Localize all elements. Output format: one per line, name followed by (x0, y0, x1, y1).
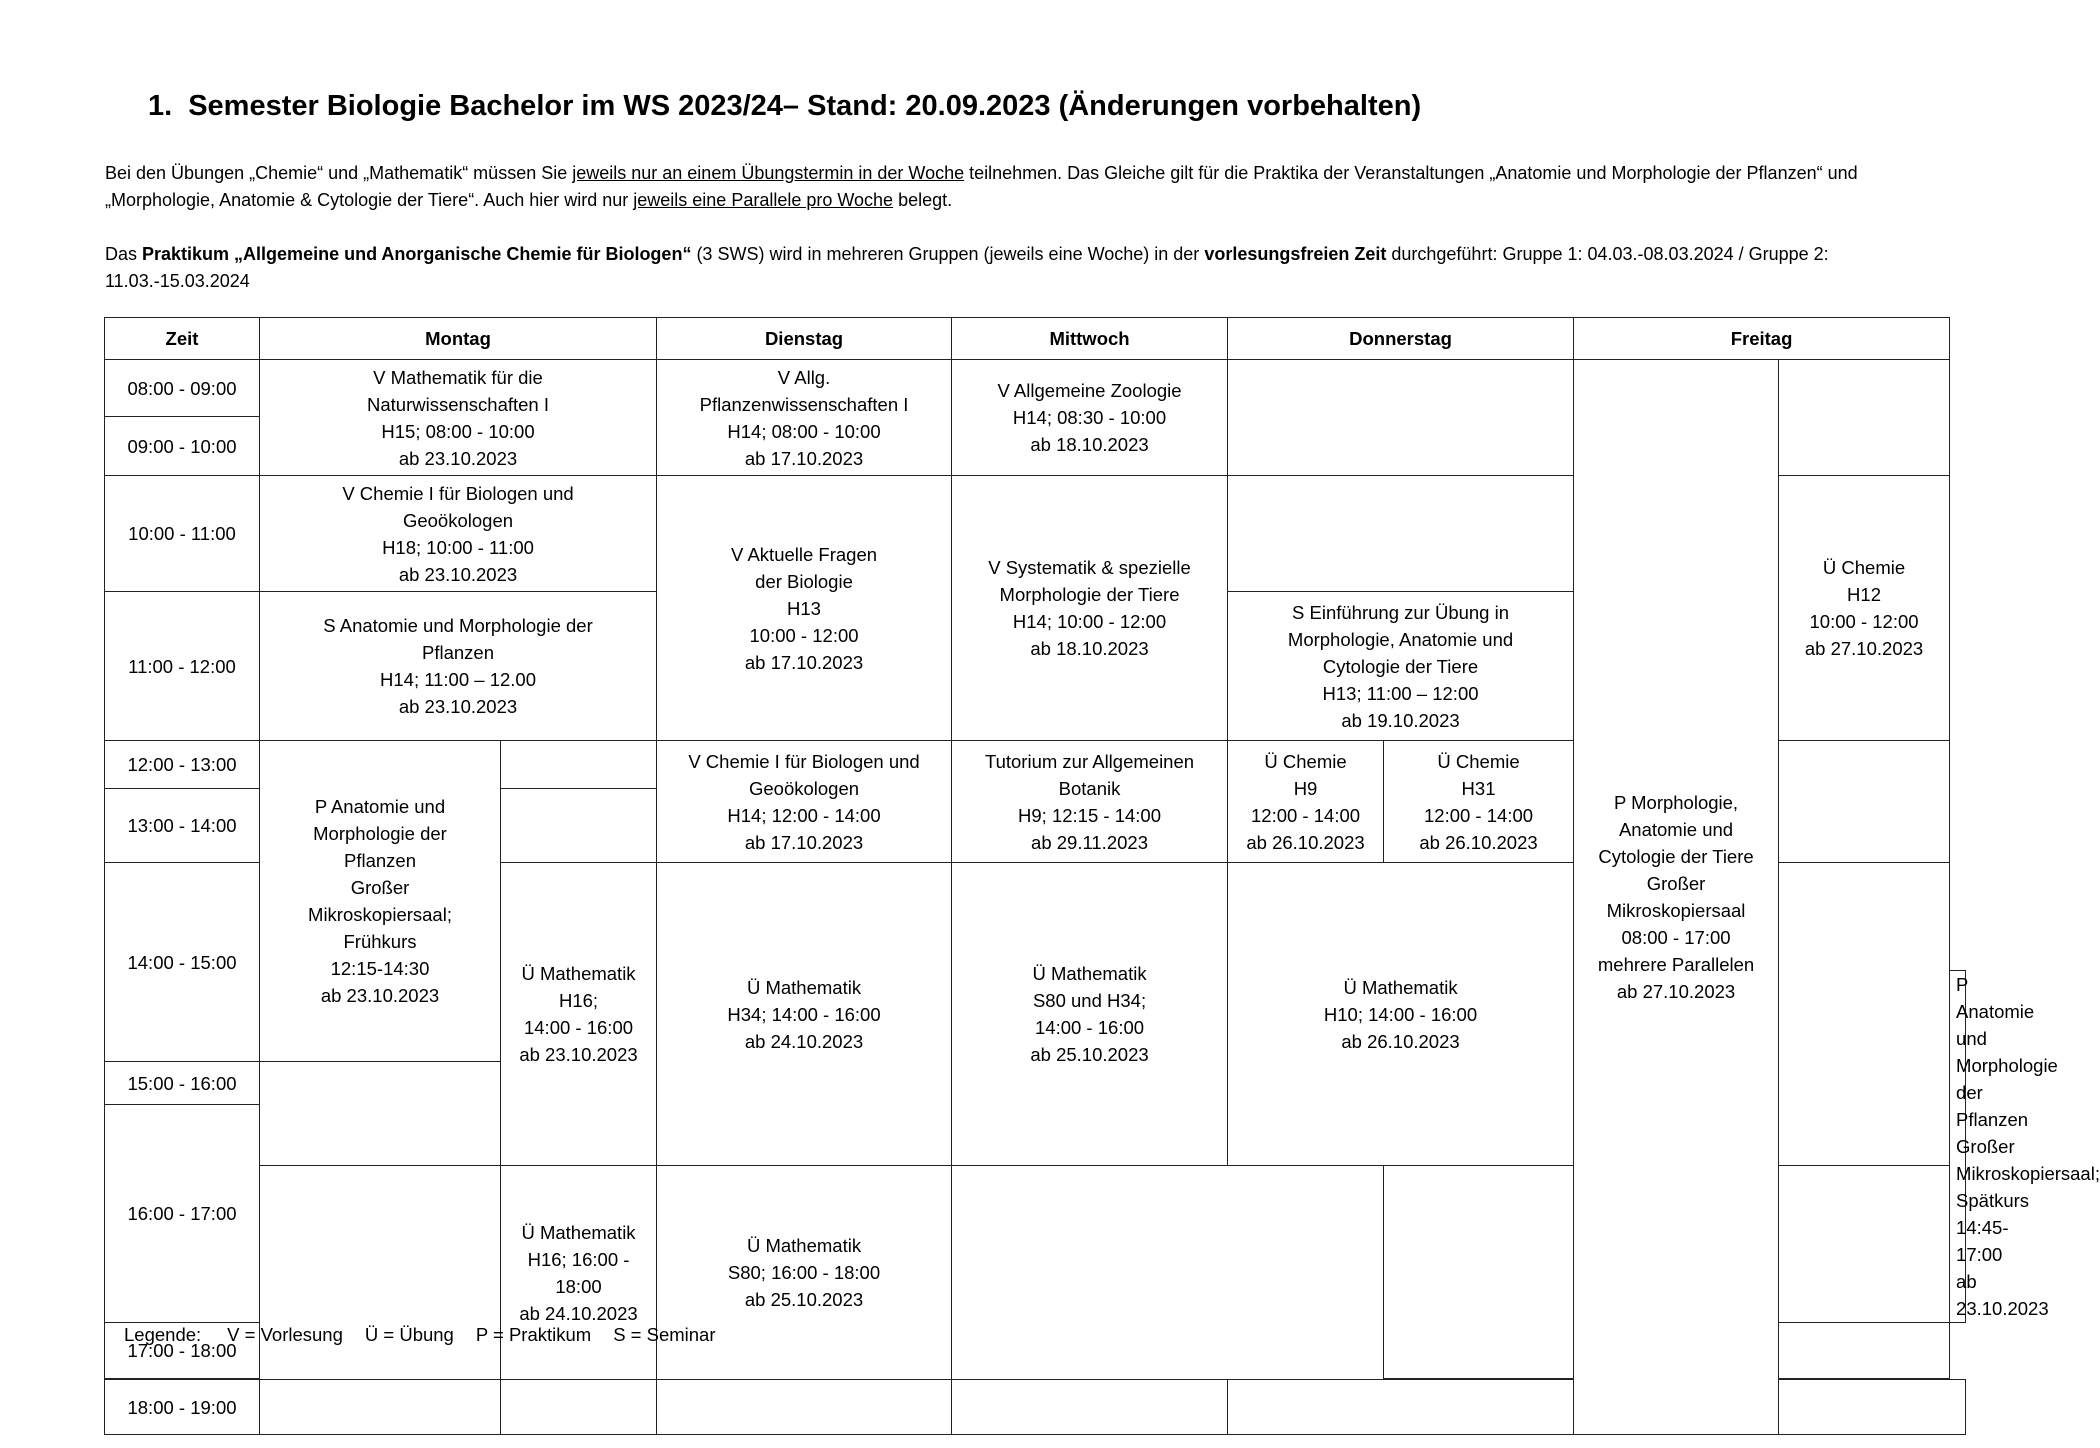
event-line: ab 23.10.2023 (320, 985, 440, 1006)
event-line: H16; 16:00 - 18:00 (527, 1248, 630, 1297)
event-line: V Chemie I für Biologen und (688, 750, 920, 772)
event-line: ab 26.10.2023 (1246, 831, 1365, 853)
event-line: Ü Mathematik (746, 1235, 862, 1256)
event-line: Cytologie der Tiere (1322, 655, 1479, 677)
time-cell: 08:00 - 09:00 (105, 360, 260, 417)
event-line: 10:00 - 12:00 (1809, 611, 1919, 632)
empty-cell (1779, 360, 1950, 476)
event-line: Mikroskopiersaal; (308, 904, 452, 925)
empty-cell (260, 1166, 501, 1380)
title-number: 1. (148, 90, 173, 122)
event-di-v-pflanzenwissenschaften (657, 360, 952, 476)
event-line: Frühkurs (343, 931, 417, 952)
event-mi-u-mathematik-1 (952, 863, 1228, 1166)
event-line: Botanik (1058, 777, 1121, 799)
event-line: 12:00 - 14:00 (1424, 804, 1534, 826)
legend-label: Legende: (124, 1324, 202, 1345)
event-line: S80; 16:00 - 18:00 (727, 1262, 881, 1283)
event-line: Naturwissenschaften I (367, 393, 550, 415)
event-line: ab 19.10.2023 (1341, 709, 1460, 731)
intro-text-b: teilnehmen. Das Gleiche gilt für die Praktika der Veranstaltungen „Anatomie und Morphologie der Pflanzen“ und „Morphologie, Anatomie & Cytologie der Tiere“. Auch hier wird nur (105, 163, 1858, 210)
event-line: Morphologie der (1956, 1055, 2058, 1103)
event-di-u-mathematik-2 (501, 1166, 657, 1380)
event-line: ab 17.10.2023 (744, 831, 864, 853)
event-line: Anatomie und (1618, 819, 1734, 840)
event-line: Ü Mathematik (1032, 963, 1147, 984)
legend (124, 1324, 738, 1346)
time-cell: 18:00 - 19:00 (105, 1380, 260, 1435)
header-montag: Montag (260, 318, 657, 360)
event-mo-p-spaetkurs (1950, 971, 2100, 1323)
event-line: H16; (558, 990, 599, 1011)
event-line: ab 23.10.2023 (398, 563, 518, 585)
event-do-u-mathematik (1228, 863, 1574, 1166)
event-line: H12 (1847, 584, 1881, 605)
event-line: Ü Chemie (1264, 750, 1347, 772)
event-di-v-chemie (657, 741, 952, 863)
empty-cell (1779, 741, 1950, 863)
event-line: ab 17.10.2023 (744, 651, 864, 673)
event-line: 10:00 - 12:00 (749, 624, 859, 646)
event-line: Großer (1956, 1136, 2015, 1157)
event-line: H31 (1461, 777, 1496, 799)
event-do-s-einfuehrung (1228, 592, 1574, 741)
event-do-u-chemie-h9 (1228, 741, 1384, 863)
event-line: 14:45-17:00 (1956, 1217, 2009, 1265)
event-line: S Einführung zur Übung in (1292, 601, 1510, 623)
event-line: H14; 10:00 - 12:00 (1012, 611, 1167, 632)
legend-item: V = Vorlesung (227, 1324, 343, 1345)
event-line: P Morphologie, (1613, 792, 1739, 813)
praktikum-text-a: Das (105, 244, 143, 264)
empty-cell (1779, 1323, 1950, 1379)
event-line: ab 24.10.2023 (519, 1302, 638, 1324)
legend-item: Ü = Übung (364, 1324, 454, 1345)
event-do-u-chemie-h31 (1384, 741, 1574, 863)
empty-cell (952, 1380, 1228, 1435)
empty-cell (952, 1166, 1384, 1380)
event-line: S80 und H34; (1032, 990, 1147, 1011)
page-title (148, 90, 1421, 123)
intro-paragraph (105, 160, 1945, 214)
event-line: Ü Mathematik (746, 976, 862, 998)
title-text: Semester Biologie Bachelor im WS 2023/24– Stand: 20.09.2023 (Änderungen vorbehalten) (188, 90, 1422, 122)
event-line: P Anatomie und (1956, 974, 2035, 1049)
event-line: H13 (787, 597, 821, 619)
event-line: V Systematik & spezielle (988, 557, 1191, 578)
event-line: ab 23.10.2023 (398, 696, 518, 717)
empty-cell (1228, 1380, 1574, 1435)
event-fr-u-chemie (1779, 476, 1950, 741)
header-row (105, 318, 1966, 360)
empty-cell (1779, 863, 1950, 1166)
event-line: V Aktuelle Fragen (731, 543, 878, 565)
event-line: V Allgemeine Zoologie (997, 380, 1182, 401)
event-line: Großer (350, 877, 410, 898)
event-line: Morphologie der (313, 823, 447, 844)
event-mo-s-anatomie (260, 592, 657, 741)
empty-cell (657, 1380, 952, 1435)
intro-underlined-1: jeweils nur an einem Übungstermin in der Woche (572, 163, 965, 183)
event-line: Morphologie der Tiere (999, 584, 1180, 605)
event-line: H14; 12:00 - 14:00 (727, 804, 881, 826)
event-di-u-mathematik-1 (657, 863, 952, 1166)
event-mo-u-mathematik (501, 863, 657, 1166)
event-line: Ü Mathematik (521, 963, 636, 984)
event-mo-v-chemie (260, 476, 657, 592)
time-cell: 15:00 - 16:00 (105, 1062, 260, 1105)
table-row (105, 360, 1966, 417)
event-line: Spätkurs (1956, 1190, 2030, 1211)
event-line: ab 25.10.2023 (744, 1289, 864, 1310)
event-line: ab 23.10.2023 (398, 447, 518, 469)
schedule-table (104, 317, 2100, 1435)
event-line: Cytologie der Tiere (1598, 846, 1754, 867)
time-cell: 17:00 - 18:00 (105, 1323, 260, 1379)
event-line: H10; 14:00 - 16:00 (1323, 1003, 1478, 1025)
event-line: Ü Chemie (1437, 750, 1520, 772)
header-dienstag: Dienstag (657, 318, 952, 360)
event-mi-u-mathematik-2 (657, 1166, 952, 1380)
event-line: Pflanzen (422, 642, 494, 663)
event-line: Mikroskopiersaal (1606, 900, 1746, 921)
event-line: Pflanzen (344, 850, 416, 871)
event-line: ab 26.10.2023 (1341, 1030, 1460, 1052)
event-line: 14:00 - 16:00 (523, 1017, 634, 1038)
event-line: 14:00 - 16:00 (1035, 1017, 1145, 1038)
event-line: ab 27.10.2023 (1804, 638, 1924, 659)
time-cell: 11:00 - 12:00 (105, 592, 260, 741)
event-line: Pflanzen (1956, 1109, 2029, 1130)
header-mittwoch: Mittwoch (952, 318, 1228, 360)
time-cell: 13:00 - 14:00 (105, 789, 260, 863)
event-line: Ü Mathematik (521, 1221, 636, 1243)
empty-cell (1228, 360, 1574, 476)
time-cell: 16:00 - 17:00 (105, 1105, 260, 1323)
event-line: H14; 11:00 – 12.00 (380, 669, 537, 690)
event-line: ab 29.11.2023 (1031, 831, 1148, 853)
event-line: der Biologie (755, 570, 853, 592)
event-line: H34; 14:00 - 16:00 (727, 1003, 881, 1025)
event-mo-v-mathematik (260, 360, 657, 476)
praktikum-text-b: (3 SWS) wird in mehreren Gruppen (jeweils eine Woche) in der (691, 244, 1205, 264)
header-zeit: Zeit (105, 318, 260, 360)
legend-item: P = Praktikum (475, 1324, 592, 1345)
event-di-v-aktuelle-fragen (657, 476, 952, 741)
event-line: H14; 08:30 - 10:00 (1012, 407, 1167, 428)
empty-cell (1384, 1166, 1574, 1379)
intro-text-a: Bei den Übungen „Chemie“ und „Mathematik“ müssen Sie (105, 163, 573, 183)
event-line: V Chemie I für Biologen und (342, 482, 574, 504)
event-line: Ü Chemie (1822, 557, 1906, 578)
praktikum-bold-2: vorlesungsfreien Zeit (1204, 244, 1387, 264)
event-line: ab 26.10.2023 (1419, 831, 1538, 853)
event-line: V Allg. (777, 366, 831, 388)
event-line: H15; 08:00 - 10:00 (381, 420, 535, 442)
event-line: Geoökologen (402, 509, 514, 531)
event-line: H9; 12:15 - 14:00 (1018, 804, 1161, 826)
event-line: ab 17.10.2023 (744, 447, 864, 469)
event-mi-v-zoologie (952, 360, 1228, 476)
event-line: Pflanzenwissenschaften I (699, 393, 909, 415)
praktikum-text-c: durchgeführt: Gruppe 1: 04.03.-08.03.2024 / Gruppe 2: 11.03.-15.03.2024 (105, 244, 1829, 291)
event-line: ab 18.10.2023 (1030, 434, 1149, 455)
empty-cell (1228, 476, 1574, 592)
event-mo-p-fruehkurs (260, 741, 501, 1062)
event-line: 12:15-14:30 (330, 958, 430, 979)
header-donnerstag: Donnerstag (1228, 318, 1574, 360)
event-fr-p-morphologie (1574, 360, 1779, 1435)
event-line: H14; 08:00 - 10:00 (727, 420, 881, 442)
event-line: Ü Mathematik (1343, 976, 1458, 998)
event-line: ab 18.10.2023 (1030, 638, 1149, 659)
event-line: mehrere Parallelen (1597, 954, 1755, 975)
empty-cell (501, 741, 657, 789)
empty-cell (260, 1380, 501, 1435)
intro-text-c: belegt. (893, 190, 953, 210)
event-line: ab 25.10.2023 (1030, 1044, 1149, 1065)
event-line: Tutorium zur Allgemeinen (984, 750, 1195, 772)
header-freitag: Freitag (1574, 318, 1950, 360)
legend-item: S = Seminar (613, 1324, 716, 1345)
event-line: H9 (1293, 777, 1318, 799)
praktikum-bold-1: Praktikum „Allgemeine und Anorganische Chemie für Biologen“ (142, 244, 692, 264)
event-line: Geoökologen (748, 777, 860, 799)
event-line: ab 27.10.2023 (1616, 981, 1736, 1002)
event-line: Mikroskopiersaal; (1956, 1163, 2100, 1184)
event-line: V Mathematik für die (373, 366, 543, 388)
event-line: ab 23.10.2023 (519, 1044, 638, 1065)
event-line: 12:00 - 14:00 (1251, 804, 1361, 826)
intro-underlined-2: jeweils eine Parallele pro Woche (633, 190, 894, 210)
event-mi-tutorium (952, 741, 1228, 863)
time-cell: 12:00 - 13:00 (105, 741, 260, 789)
event-line: Großer (1646, 873, 1706, 894)
event-mi-v-systematik (952, 476, 1228, 741)
praktikum-paragraph (105, 241, 1945, 295)
event-line: H13; 11:00 – 12:00 (1322, 682, 1479, 704)
time-cell: 10:00 - 11:00 (105, 476, 260, 592)
event-line: 08:00 - 17:00 (1621, 927, 1731, 948)
event-line: ab 24.10.2023 (744, 1030, 864, 1052)
time-cell: 09:00 - 10:00 (105, 417, 260, 476)
empty-cell (501, 1380, 657, 1435)
event-line: Morphologie, Anatomie und (1287, 628, 1514, 650)
event-line: S Anatomie und Morphologie der (323, 615, 593, 636)
event-line: ab 23.10.2023 (1956, 1271, 2049, 1319)
empty-cell (1779, 1380, 1966, 1435)
empty-cell (501, 789, 657, 863)
event-line: P Anatomie und (314, 796, 446, 817)
time-cell: 14:00 - 15:00 (105, 863, 260, 1062)
event-line: H18; 10:00 - 11:00 (382, 536, 534, 558)
